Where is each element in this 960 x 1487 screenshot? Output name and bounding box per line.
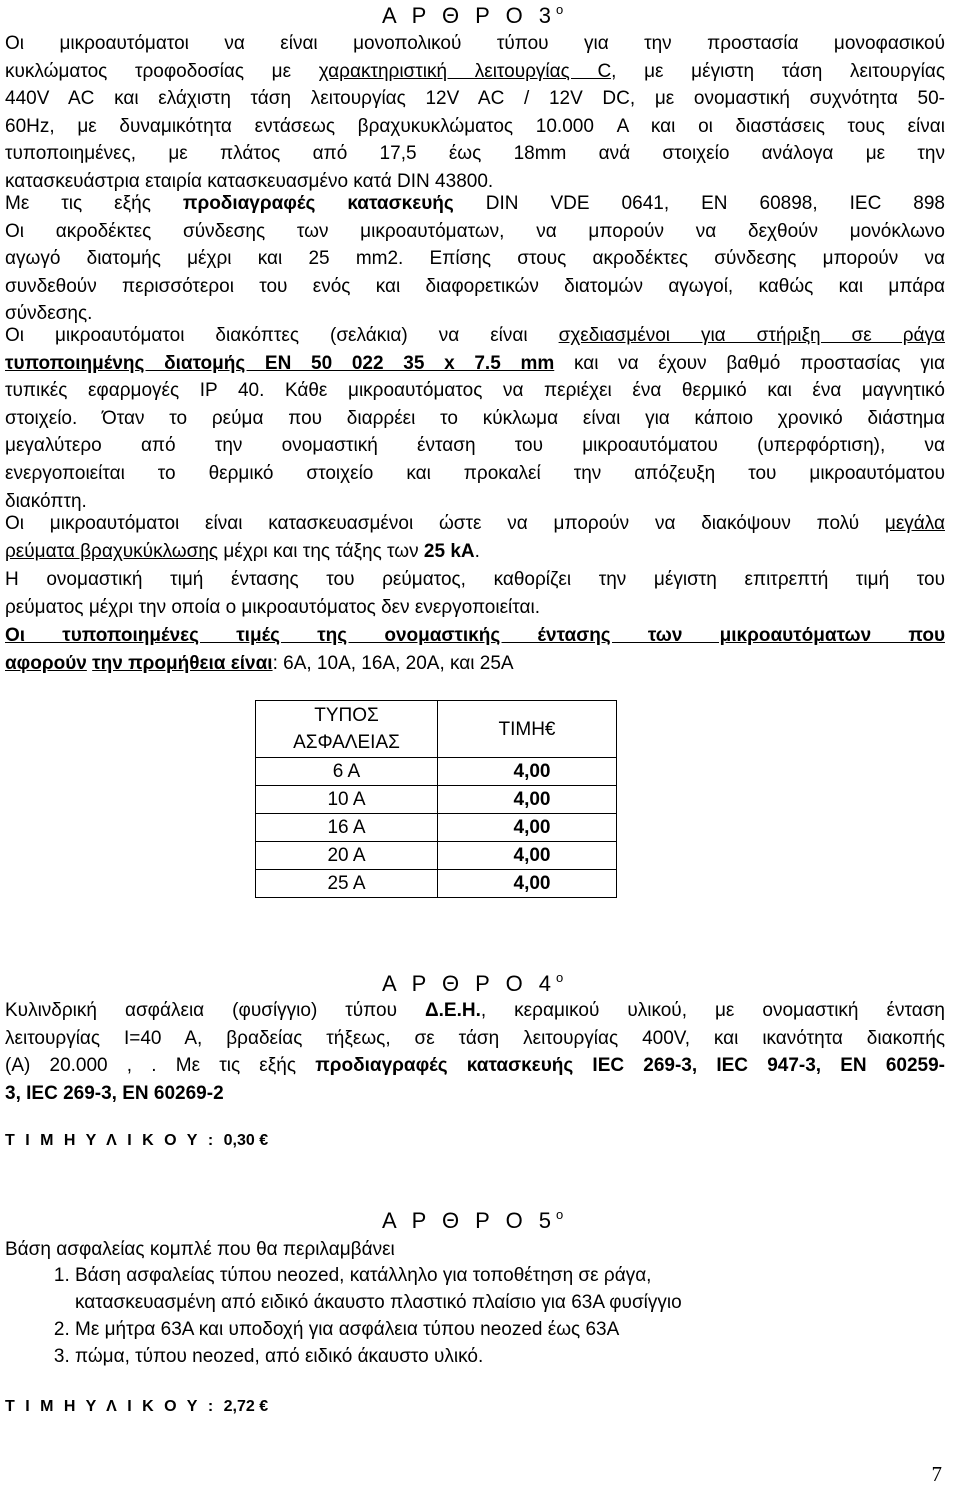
bold-underlined-text: αφορούν: [5, 652, 87, 674]
price-value: 4,00: [513, 816, 551, 838]
article-4-heading-text: Α Ρ Θ Ρ Ο 4: [382, 971, 557, 996]
bold-text: προδιαγραφές κατασκευής IEC 269-3, IEC 947-3, EN 60259-: [315, 1055, 945, 1077]
article-3-heading: [382, 2, 563, 29]
article-3-paragraph-4: [5, 510, 945, 565]
article-4-paragraph: [5, 997, 945, 1107]
line: [5, 1052, 945, 1080]
text: Οι μικροαυτόματοι είναι κατασκευασμένοι ώστε να μπορούν να διακόψουν πολύ: [5, 513, 885, 534]
line: [5, 58, 945, 86]
header-price: ΤΙΜΗ€: [438, 701, 617, 758]
line: Οι μικροαυτόματοι να είναι μονοπολικού τύπου για την προστασία μονοφασικού: [5, 33, 945, 54]
article-5-heading-text: Α Ρ Θ Ρ Ο 5: [382, 1208, 557, 1233]
text: Οι μικροαυτόματοι διακόπτες (σελάκια) να είναι: [5, 325, 559, 346]
line: [5, 538, 945, 566]
table-row: [256, 870, 617, 898]
underlined-text: ρεύματα βραχυκύκλωσης: [5, 540, 219, 562]
text: (Α) 20.000 , . Με τις εξής: [5, 1055, 316, 1077]
item-text: πώμα, τύπου neozed, από ειδικό άκαυστο υλικό.: [75, 1346, 484, 1367]
cell-type: 10 A: [256, 786, 438, 814]
cell-price: [438, 842, 617, 870]
list-item: [75, 1343, 945, 1370]
article-5-heading-sup: ο: [556, 1207, 564, 1222]
bold-underlined-text: Οι τυποποιημένες τιμές της ονομαστικής έντασης των μικροαυτόματων που: [5, 625, 945, 646]
bold-text: 25 kA: [423, 540, 475, 562]
bold-text: Δ.Ε.Η.: [425, 1000, 481, 1021]
line: [5, 322, 945, 350]
line: 60Hz, με δυναμικότητα εντάσεως βραχυκυκλώματος 10.000 A και οι διαστάσεις τους είναι: [5, 115, 945, 137]
article-3-paragraph-2: [5, 190, 945, 328]
cell-price: [438, 758, 617, 786]
cell-type: 20 A: [256, 842, 438, 870]
line: διακόπτη.: [5, 490, 87, 512]
table-row: [256, 786, 617, 814]
text: Με τις εξής: [5, 193, 183, 214]
line: [5, 650, 945, 678]
line: σύνδεσης.: [5, 303, 93, 325]
item-text: Βάση ασφαλείας τύπου neozed, κατάλληλο για τοποθέτηση σε ράγα,: [75, 1265, 652, 1286]
bold-text: προδιαγραφές κατασκευής: [182, 193, 454, 214]
line: λειτουργίας Ι=40 Α, βραδείας τήξεως, σε τάση λειτουργίας 400V, και ικανότητα διακοπής: [5, 1027, 945, 1049]
header-fuse-type: [256, 701, 438, 758]
price-label: Τ Ι Μ Η Υ Λ Ι Κ Ο Υ :: [5, 1398, 217, 1415]
line: [5, 510, 945, 538]
line: [5, 190, 945, 218]
page-number: 7: [931, 1462, 942, 1486]
underlined-text: μεγάλα: [884, 513, 945, 534]
cell-price: [438, 870, 617, 898]
line: τυποποιημένες, με πλάτος από 17,5 έως 18mm ανά στοιχείο ανάλογα με την: [5, 143, 945, 165]
article-3-paragraph-1: [5, 30, 945, 196]
line: [5, 622, 945, 650]
header-text: ΤΥΠΟΣ: [314, 705, 379, 726]
item-text: Με μήτρα 63Α και υποδοχή για ασφάλεια τύπου neozed έως 63Α: [75, 1319, 620, 1340]
line: 440V AC και ελάχιστη τάση λειτουργίας 12V AC / 12V DC, με ονομαστική συχνότητα 50-: [5, 88, 945, 110]
article-5-heading: [382, 1207, 563, 1234]
table-header-row: [256, 701, 617, 758]
line: ενεργοποιείται το θερμικό στοιχείο και προκαλεί την απόζευξη του μικροαυτόματου: [5, 462, 945, 484]
line: τυπικές εφαρμογές IP 40. Κάθε μικροαυτόματος να περιέχει ένα θερμικό και ένα μαγνητικό: [5, 380, 945, 402]
line: μεγαλύτερο από την ονομαστική ένταση του μικροαυτόματου (υπερφόρτιση), να: [5, 435, 945, 457]
underlined-text: σχεδιασμένοι για στήριξη σε ράγα: [558, 325, 945, 346]
price-value: 2,72 €: [223, 1398, 269, 1415]
cell-type: 25 A: [256, 870, 438, 898]
underlined-text: χαρακτηριστική λειτουργίας C,: [318, 60, 617, 82]
line: ρεύματος μέχρι την οποία ο μικροαυτόματος δεν ενεργοποιείται.: [5, 596, 540, 618]
bold-underlined-text: τυποποιημένης διατομής ΕΝ 50 022 35 x 7.5 mm: [5, 352, 555, 374]
article-5-material-price: [5, 1398, 268, 1416]
line: αγωγό διατομής μέχρι και 25 mm2. Επίσης στους ακροδέκτες σύνδεσης μπορούν να: [5, 248, 945, 270]
line: κατασκευάστρια εταιρία κατασκευασμένο κατά DIN 43800.: [5, 170, 494, 192]
cell-type: 6 A: [256, 758, 438, 786]
text: : 6A, 10A, 16A, 20A, και 25A: [272, 652, 514, 674]
text: κυκλώματος τροφοδοσίας με: [5, 60, 319, 82]
article-3-heading-sup: ο: [556, 2, 564, 17]
article-3-paragraph-6: [5, 622, 945, 677]
text: μέχρι και της τάξης των: [218, 540, 424, 562]
text: και να έχουν βαθμό προστασίας για: [554, 352, 945, 374]
article-3-paragraph-3: [5, 322, 945, 515]
article-4-heading: [382, 970, 563, 997]
text: με μέγιστη τάση λειτουργίας: [616, 60, 945, 82]
line: [5, 350, 945, 378]
line: [5, 997, 945, 1025]
table-row: [256, 814, 617, 842]
line: [5, 1080, 945, 1108]
article-4-heading-sup: ο: [556, 970, 564, 985]
price-value: 4,00: [513, 844, 551, 866]
table-row: [256, 758, 617, 786]
price-value: 4,00: [513, 760, 551, 782]
line: συνδεθούν περισσότεροι του ενός και διαφορετικών διατομών αγωγοί, καθώς και μπάρα: [5, 275, 945, 297]
cell-price: [438, 786, 617, 814]
item-text: κατασκευασμένη από ειδικό άκαυστο πλαστικό πλαίσιο για 63Α φυσίγγιο: [75, 1292, 682, 1313]
article-3-heading-text: Α Ρ Θ Ρ Ο 3: [382, 3, 557, 28]
text: , κεραμικού υλικού, με ονομαστική ένταση: [480, 1000, 945, 1021]
header-text: ΑΣΦΑΛΕΙΑΣ: [293, 732, 400, 753]
line: στοιχείο. Όταν το ρεύμα που διαρρέει το κύκλωμα είναι για κάποιο χρονικό διάστημα: [5, 407, 945, 429]
article-3-paragraph-5: [5, 566, 945, 621]
price-value: 4,00: [513, 788, 551, 810]
list-item: [75, 1262, 945, 1316]
price-value: 4,00: [513, 872, 551, 894]
cell-price: [438, 814, 617, 842]
line: Οι ακροδέκτες σύνδεσης των μικροαυτόματων, να μπορούν να δεχθούν μονόκλωνο: [5, 220, 945, 242]
bold-underlined-text: την προμήθεια είναι: [92, 652, 273, 674]
article-5-intro: Βάση ασφαλείας κομπλέ που θα περιλαμβάνει: [5, 1239, 395, 1260]
price-label: Τ Ι Μ Η Υ Λ Ι Κ Ο Υ :: [5, 1132, 217, 1149]
table-row: [256, 842, 617, 870]
bold-text: 3, IEC 269-3, EN 60269-2: [5, 1082, 224, 1104]
text: DIN VDE 0641, EN 60898, IEC 898: [453, 193, 945, 214]
text: Κυλινδρική ασφάλεια (φυσίγγιο) τύπου: [5, 1000, 425, 1021]
cell-type: 16 A: [256, 814, 438, 842]
line: Η ονομαστική τιμή έντασης του ρεύματος, καθορίζει την μέγιστη επιτρεπτή τιμή του: [5, 569, 945, 590]
article-4-material-price: [5, 1132, 268, 1150]
list-item: [75, 1316, 945, 1343]
fuse-price-table: [255, 700, 617, 898]
article-5-items-list: [5, 1262, 945, 1370]
price-value: 0,30 €: [223, 1132, 269, 1149]
text: .: [474, 540, 480, 562]
